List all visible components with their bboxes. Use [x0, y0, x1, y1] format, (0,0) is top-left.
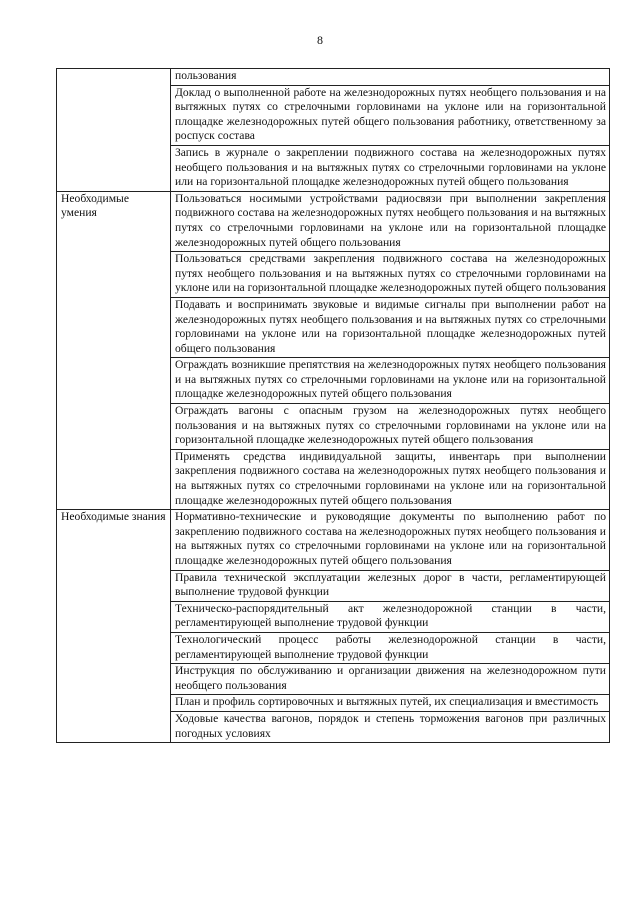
table-cell: Применять средства индивидуальной защиты, инвентарь при выполнении закрепления подвижного состава на железнодорожных путях необщего пользования и на вытяжных путях со стрелочными горловинами на уклоне или на горизонтальной площадке железнодорожных путей общего пользования [171, 449, 610, 509]
table-row [57, 69, 610, 86]
page-number: 8 [317, 33, 323, 47]
table-cell: Технологический процесс работы железнодорожной станции в части, регламентирующей выполнение трудовой функции [171, 632, 610, 663]
table-row [57, 191, 610, 251]
table-cell: Запись в журнале о закреплении подвижного состава на железнодорожных путях необщего пользования и на вытяжных путях со стрелочными горловинами на уклоне или на горизонтальной площадке железнодорожных путей общего пользования [171, 145, 610, 191]
row-label-knowledge: Необходимые знания [57, 510, 171, 743]
table-cell: Пользоваться носимыми устройствами радиосвязи при выполнении закрепления подвижного состава на железнодорожных путях необщего пользования и на вытяжных путях со стрелочными горловинами на уклоне или на горизонтальной площадке железнодорожных путей общего пользования [171, 191, 610, 251]
table-row [57, 510, 610, 570]
table-cell: Ограждать возникшие препятствия на железнодорожных путях необщего пользования и на вытяжных путях со стрелочными горловинами на уклоне или на горизонтальной площадке железнодорожных путей общего пользования [171, 358, 610, 404]
table-cell: Нормативно-технические и руководящие документы по выполнению работ по закреплению подвижного состава на железнодорожных путях необщего пользования и на вытяжных путях со стрелочными горловинами на уклоне или на горизонтальной площадке железнодорожных путей общего пользования [171, 510, 610, 570]
table-cell: Доклад о выполненной работе на железнодорожных путях необщего пользования и на вытяжных путях со стрелочными горловинами на уклоне или на горизонтальной площадке железнодорожных путей общего пользования работнику, ответственному за роспуск состава [171, 85, 610, 145]
table-cell: Подавать и воспринимать звуковые и видимые сигналы при выполнении работ на железнодорожных путях необщего пользования и на вытяжных путях со стрелочными горловинами на уклоне или на горизонтальной площадке железнодорожных путей общего пользования [171, 297, 610, 357]
table-cell: Ограждать вагоны с опасным грузом на железнодорожных путях необщего пользования и на вытяжных путях со стрелочными горловинами на уклоне или на горизонтальной площадке железнодорожных путей общего пользования [171, 404, 610, 450]
table-cell: Правила технической эксплуатации железных дорог в части, регламентирующей выполнение трудовой функции [171, 570, 610, 601]
row-label-cell [57, 69, 171, 192]
table-cell: Инструкция по обслуживанию и организации движения на железнодорожном пути необщего пользования [171, 664, 610, 695]
table-cell: пользования [171, 69, 610, 86]
table-cell: Пользоваться средствами закрепления подвижного состава на железнодорожных путях необщего пользования и на вытяжных путях со стрелочными горловинами на уклоне или на горизонтальной площадке железнодорожных путей общего пользования [171, 252, 610, 298]
row-label-skills: Необходимые умения [57, 191, 171, 509]
table-cell: Техническо-распорядительный акт железнодорожной станции в части, регламентирующей выполнение трудовой функции [171, 601, 610, 632]
table-cell: План и профиль сортировочных и вытяжных путей, их специализация и вместимость [171, 695, 610, 712]
requirements-table [56, 68, 610, 743]
table-cell: Ходовые качества вагонов, порядок и степень торможения вагонов при различных погодных условиях [171, 711, 610, 742]
